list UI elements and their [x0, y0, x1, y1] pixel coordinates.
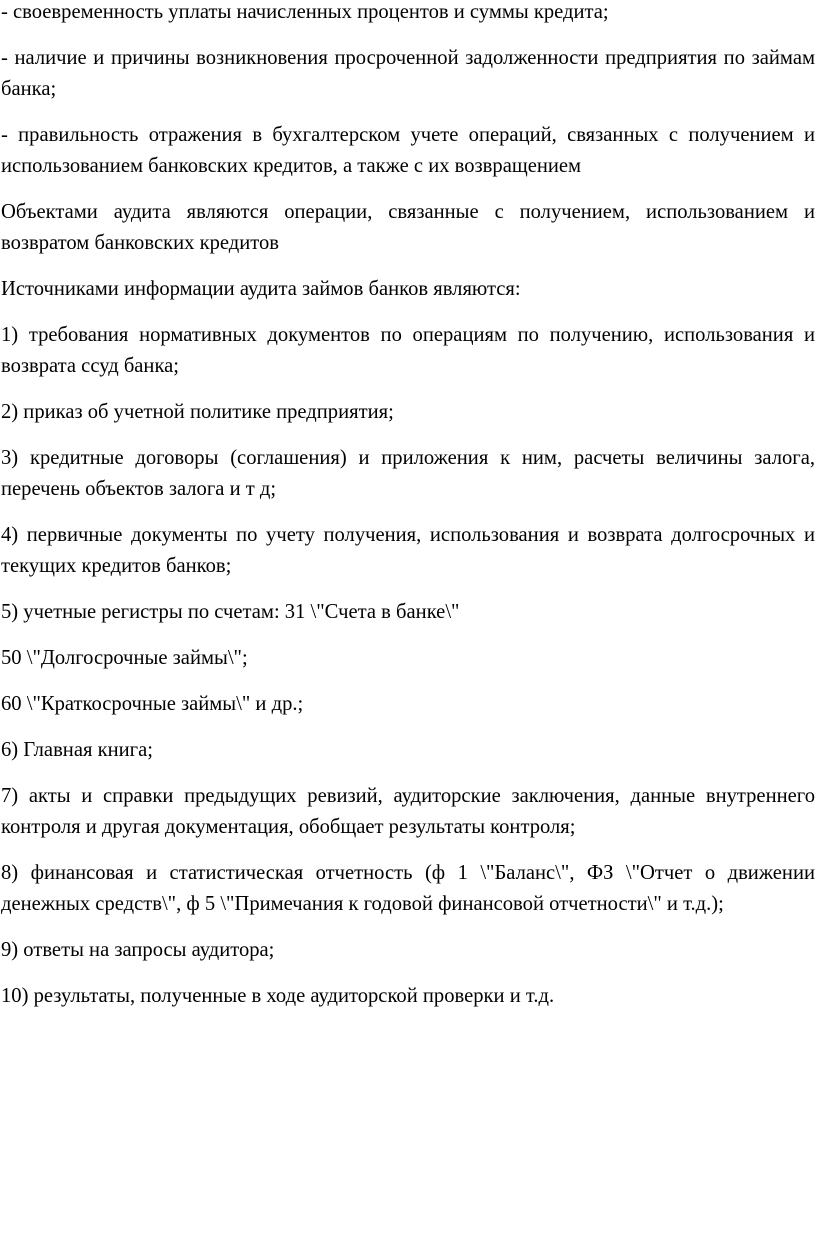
bullet-timeliness: - своевременность уплаты начисленных процентов и суммы кредита; [1, 1, 609, 23]
document-body [1, 0, 815, 1027]
audit-objects-paragraph: Объектами аудита являются операции, связанные с получением, использованием и возвратом банковских кредитов [1, 201, 815, 254]
list-item-3: 3) кредитные договоры (соглашения) и приложения к ним, расчеты величины залога, перечень объектов залога и т д; [1, 447, 815, 500]
list-item-10: 10) результаты, полученные в ходе аудиторской проверки и т.д. [1, 985, 555, 1007]
list-item-5-account-60: 60 \"Краткосрочные займы\" и др.; [1, 693, 304, 715]
list-item-7: 7) акты и справки предыдущих ревизий, аудиторские заключения, данные внутреннего контроля и другая документация, обобщает результаты контроля; [1, 785, 815, 838]
list-item-6: 6) Главная книга; [1, 739, 153, 761]
bullet-overdue-debt: - наличие и причины возникновения просроченной задолженности предприятия по займам банка; [1, 47, 815, 100]
list-item-5-account-50: 50 \"Долгосрочные займы\"; [1, 647, 248, 669]
list-item-5: 5) учетные регистры по счетам: 31 \"Счета в банке\" [1, 601, 460, 623]
list-item-9: 9) ответы на запросы аудитора; [1, 939, 275, 961]
list-item-4: 4) первичные документы по учету получения, использования и возврата долгосрочных и текущих кредитов банков; [1, 524, 815, 577]
list-item-2: 2) приказ об учетной политике предприятия; [1, 401, 394, 423]
list-item-8: 8) финансовая и статистическая отчетность (ф 1 \"Баланс\", ФЗ \"Отчет о движении денежных средств\", ф 5 \"Примечания к годовой финансовой отчетности\" и т.д.); [1, 862, 815, 915]
bullet-accounting-correctness: - правильность отражения в бухгалтерском учете операций, связанных с получением и использованием банковских кредитов, а также с их возвращением [1, 124, 815, 177]
list-item-1: 1) требования нормативных документов по операциям по получению, использования и возврата ссуд банка; [1, 324, 815, 377]
information-sources-heading: Источниками информации аудита займов банков являются: [1, 278, 521, 300]
